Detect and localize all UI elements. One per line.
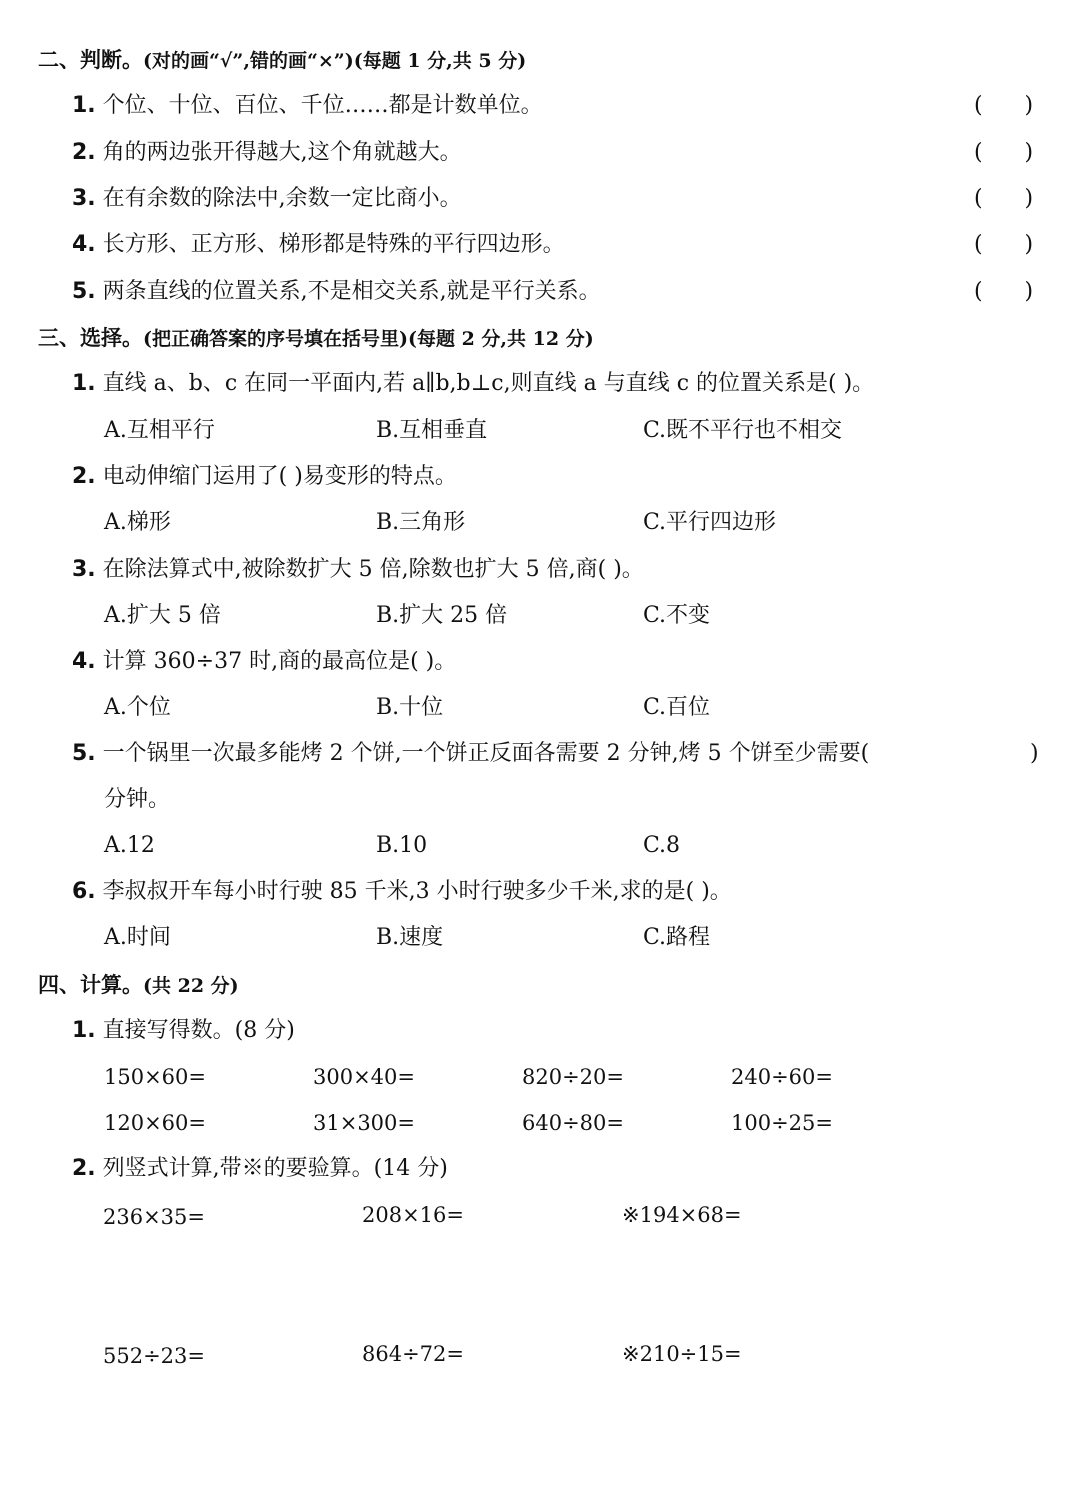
question-number: 2.: [72, 1156, 96, 1181]
choice-item-5: [72, 740, 869, 768]
section-calc-title: 四、计算。: [38, 973, 143, 997]
section-calc-note: (共 22 分): [143, 975, 239, 997]
question-text: 直线 a、b、c 在同一平面内,若 a∥b,b⊥c,则直线 a 与直线 c 的位置关系是( )。: [102, 371, 875, 396]
option-a[interactable]: A.个位: [104, 695, 171, 720]
column-calc-item[interactable]: 236×35=: [103, 1205, 205, 1229]
question-number: 2.: [72, 464, 96, 489]
option-b[interactable]: B.扩大 25 倍: [376, 603, 508, 628]
answer-blank-close[interactable]: ): [1030, 741, 1039, 766]
oral-calc-item[interactable]: 240÷60=: [731, 1065, 833, 1089]
question-text: 李叔叔开车每小时行驶 85 千米,3 小时行驶多少千米,求的是( )。: [102, 879, 732, 904]
section-judge-heading: [38, 46, 526, 75]
option-a[interactable]: A.时间: [104, 925, 171, 950]
question-number: 5.: [72, 741, 96, 766]
question-text: 长方形、正方形、梯形都是特殊的平行四边形。: [102, 232, 565, 257]
question-number: 4.: [72, 649, 96, 674]
judge-item-4: [72, 231, 565, 259]
oral-calc-item[interactable]: 820÷20=: [522, 1065, 624, 1089]
judge-item-5: [72, 278, 601, 306]
section-judge-title: 二、判断。: [38, 48, 143, 72]
question-number: 2.: [72, 140, 96, 165]
section-choice-title: 三、选择。: [38, 326, 143, 350]
answer-blank[interactable]: ( ): [974, 93, 1034, 118]
option-c[interactable]: C.8: [643, 833, 681, 858]
column-calc-item[interactable]: 208×16=: [362, 1203, 464, 1227]
option-b[interactable]: B.速度: [376, 925, 444, 950]
question-text: 列竖式计算,带※的要验算。(14 分): [102, 1156, 448, 1181]
question-number: 1.: [72, 371, 96, 396]
question-number: 4.: [72, 232, 96, 257]
question-number: 1.: [72, 1018, 96, 1043]
choice-item-1: [72, 370, 874, 398]
choice-item-2: [72, 463, 457, 491]
question-text: 在有余数的除法中,余数一定比商小。: [102, 186, 462, 211]
question-text: 在除法算式中,被除数扩大 5 倍,除数也扩大 5 倍,商( )。: [102, 557, 644, 582]
oral-calc-item[interactable]: 150×60=: [104, 1065, 206, 1089]
option-a[interactable]: A.12: [104, 833, 155, 858]
option-c[interactable]: C.路程: [643, 925, 711, 950]
question-number: 3.: [72, 186, 96, 211]
question-number: 3.: [72, 557, 96, 582]
choice-item-3: [72, 556, 644, 584]
answer-blank[interactable]: ( ): [974, 140, 1034, 165]
oral-calc-item[interactable]: 120×60=: [104, 1111, 206, 1135]
option-b[interactable]: B.10: [376, 833, 428, 858]
option-c[interactable]: C.平行四边形: [643, 510, 777, 535]
oral-calc-item[interactable]: 31×300=: [313, 1111, 415, 1135]
column-calc-item[interactable]: 864÷72=: [362, 1342, 464, 1366]
judge-item-1: [72, 92, 543, 120]
choice-item-4: [72, 648, 456, 676]
question-text: 电动伸缩门运用了( )易变形的特点。: [102, 464, 457, 489]
option-a[interactable]: A.扩大 5 倍: [104, 603, 221, 628]
column-calc-item[interactable]: ※194×68=: [622, 1203, 742, 1227]
judge-item-2: [72, 139, 462, 167]
question-text: 直接写得数。(8 分): [102, 1018, 295, 1043]
question-number: 5.: [72, 279, 96, 304]
choice-item-6: [72, 878, 732, 906]
section-calc-heading: [38, 971, 239, 1000]
question-text: 计算 360÷37 时,商的最高位是( )。: [102, 649, 457, 674]
question-text: 两条直线的位置关系,不是相交关系,就是平行关系。: [102, 279, 601, 304]
option-c[interactable]: C.既不平行也不相交: [643, 418, 843, 443]
option-b[interactable]: B.互相垂直: [376, 418, 488, 443]
oral-calc-item[interactable]: 300×40=: [313, 1065, 415, 1089]
option-b[interactable]: B.十位: [376, 695, 444, 720]
section-judge-note: (对的画“√”,错的画“×”)(每题 1 分,共 5 分): [143, 50, 527, 72]
answer-blank[interactable]: ( ): [974, 232, 1034, 257]
answer-blank[interactable]: ( ): [974, 279, 1034, 304]
question-text: 角的两边张开得越大,这个角就越大。: [102, 140, 462, 165]
judge-item-3: [72, 185, 462, 213]
answer-blank[interactable]: ( ): [974, 186, 1034, 211]
question-number: 6.: [72, 879, 96, 904]
calc-part-1: [72, 1017, 295, 1045]
question-number: 1.: [72, 93, 96, 118]
column-calc-item[interactable]: ※210÷15=: [622, 1342, 742, 1366]
calc-part-2: [72, 1155, 448, 1183]
question-text: 一个锅里一次最多能烤 2 个饼,一个饼正反面各需要 2 分钟,烤 5 个饼至少需要(: [102, 741, 870, 766]
section-choice-heading: [38, 324, 594, 353]
option-c[interactable]: C.不变: [643, 603, 711, 628]
oral-calc-item[interactable]: 100÷25=: [731, 1111, 833, 1135]
question-text: 个位、十位、百位、千位……都是计数单位。: [102, 93, 543, 118]
option-a[interactable]: A.互相平行: [104, 418, 215, 443]
option-c[interactable]: C.百位: [643, 695, 711, 720]
question-text-continued: 分钟。: [104, 787, 171, 812]
section-choice-note: (把正确答案的序号填在括号里)(每题 2 分,共 12 分): [143, 328, 594, 350]
option-a[interactable]: A.梯形: [104, 510, 171, 535]
column-calc-item[interactable]: 552÷23=: [103, 1344, 205, 1368]
option-b[interactable]: B.三角形: [376, 510, 466, 535]
oral-calc-item[interactable]: 640÷80=: [522, 1111, 624, 1135]
